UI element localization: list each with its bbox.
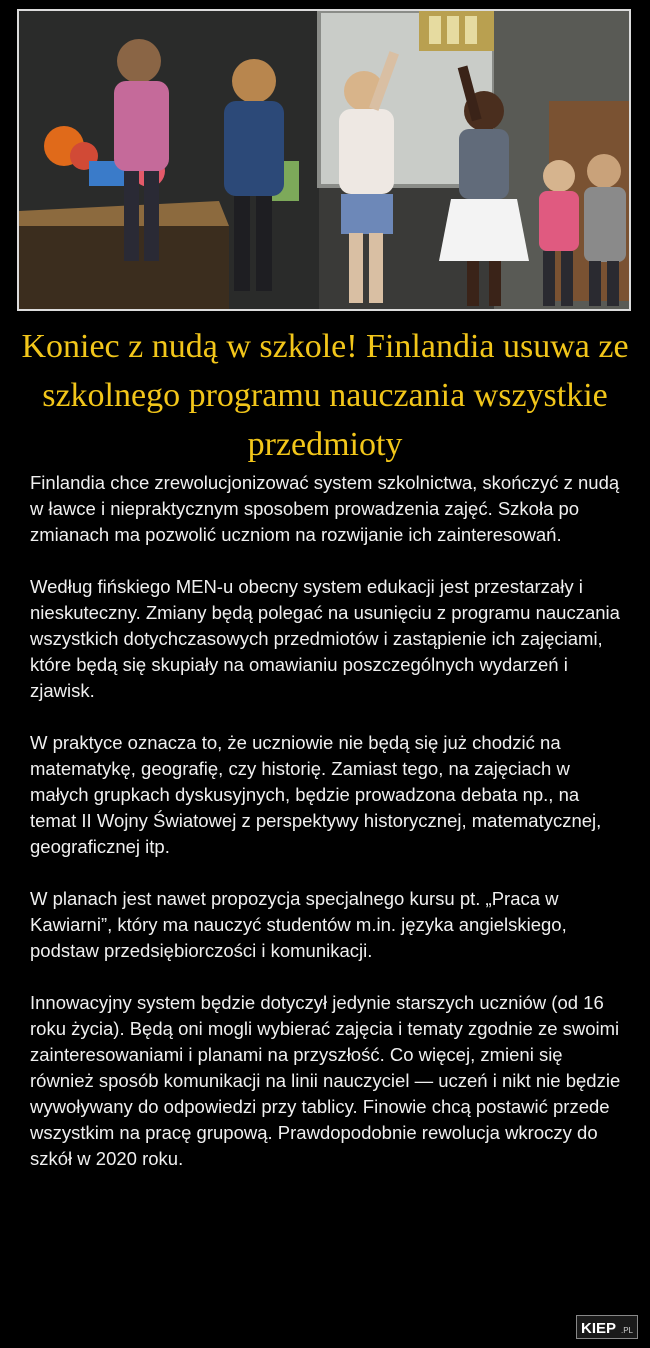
headline: Koniec z nudą w szkole! Finlandia usuwa ze szkolnego programu nauczania wszystkie przedmioty [21,328,629,463]
article-body [30,470,630,1198]
svg-text:.PL: .PL [621,1326,634,1335]
paragraph: Według fińskiego MEN-u obecny system edukacji jest przestarzały i nieskuteczny. Zmiany będą polegać na usunięciu z programu nauczania wszystkich dotychczasowych przedmiotów i zastąpienie ich zajęciami, które będą się skupiały na omawianiu poszczególnych wydarzeń i zjawisk. [30,576,620,701]
paragraph: Finlandia chce zrewolucjonizować system szkolnictwa, skończyć z nudą w ławce i niepraktycznym sposobem prowadzenia zajęć. Szkoła po zmianach ma pozwolić uczniom na rozwijanie ich zainteresowań. [30,472,620,545]
paragraph: W planach jest nawet propozycja specjalnego kursu pt. „Praca w Kawiarni”, który ma nauczyć studentów m.in. języka angielskiego, podstaw przedsiębiorczości i komunikacji. [30,888,567,961]
kiep-logo [576,1315,638,1339]
classroom-photo [17,9,631,311]
paragraph: W praktyce oznacza to, że uczniowie nie będą się już chodzić na matematykę, geografię, czy historię. Zamiast tego, na zajęciach w małych grupkach dyskusyjnych, będzie prowadzona debata np., na temat II Wojny Światowej z perspektywy historycznej, matematycznej, geograficznej itp. [30,732,602,857]
svg-text:KIEP: KIEP [581,1320,617,1336]
paragraph: Innowacyjny system będzie dotyczył jedynie starszych uczniów (od 16 roku życia). Będą oni mogli wybierać zajęcia i tematy zgodnie ze swoimi zainteresowaniami i planami na przyszłość. Co więcej, zmieni się również sposób komunikacji na linii nauczyciel — uczeń i nikt nie będzie wywoływany do odpowiedzi przy tablicy. Finowie chcą postawić przede wszystkim na pracę grupową. Prawdopodobnie rewolucja wkroczy do szkół w 2020 roku. [30,992,621,1169]
